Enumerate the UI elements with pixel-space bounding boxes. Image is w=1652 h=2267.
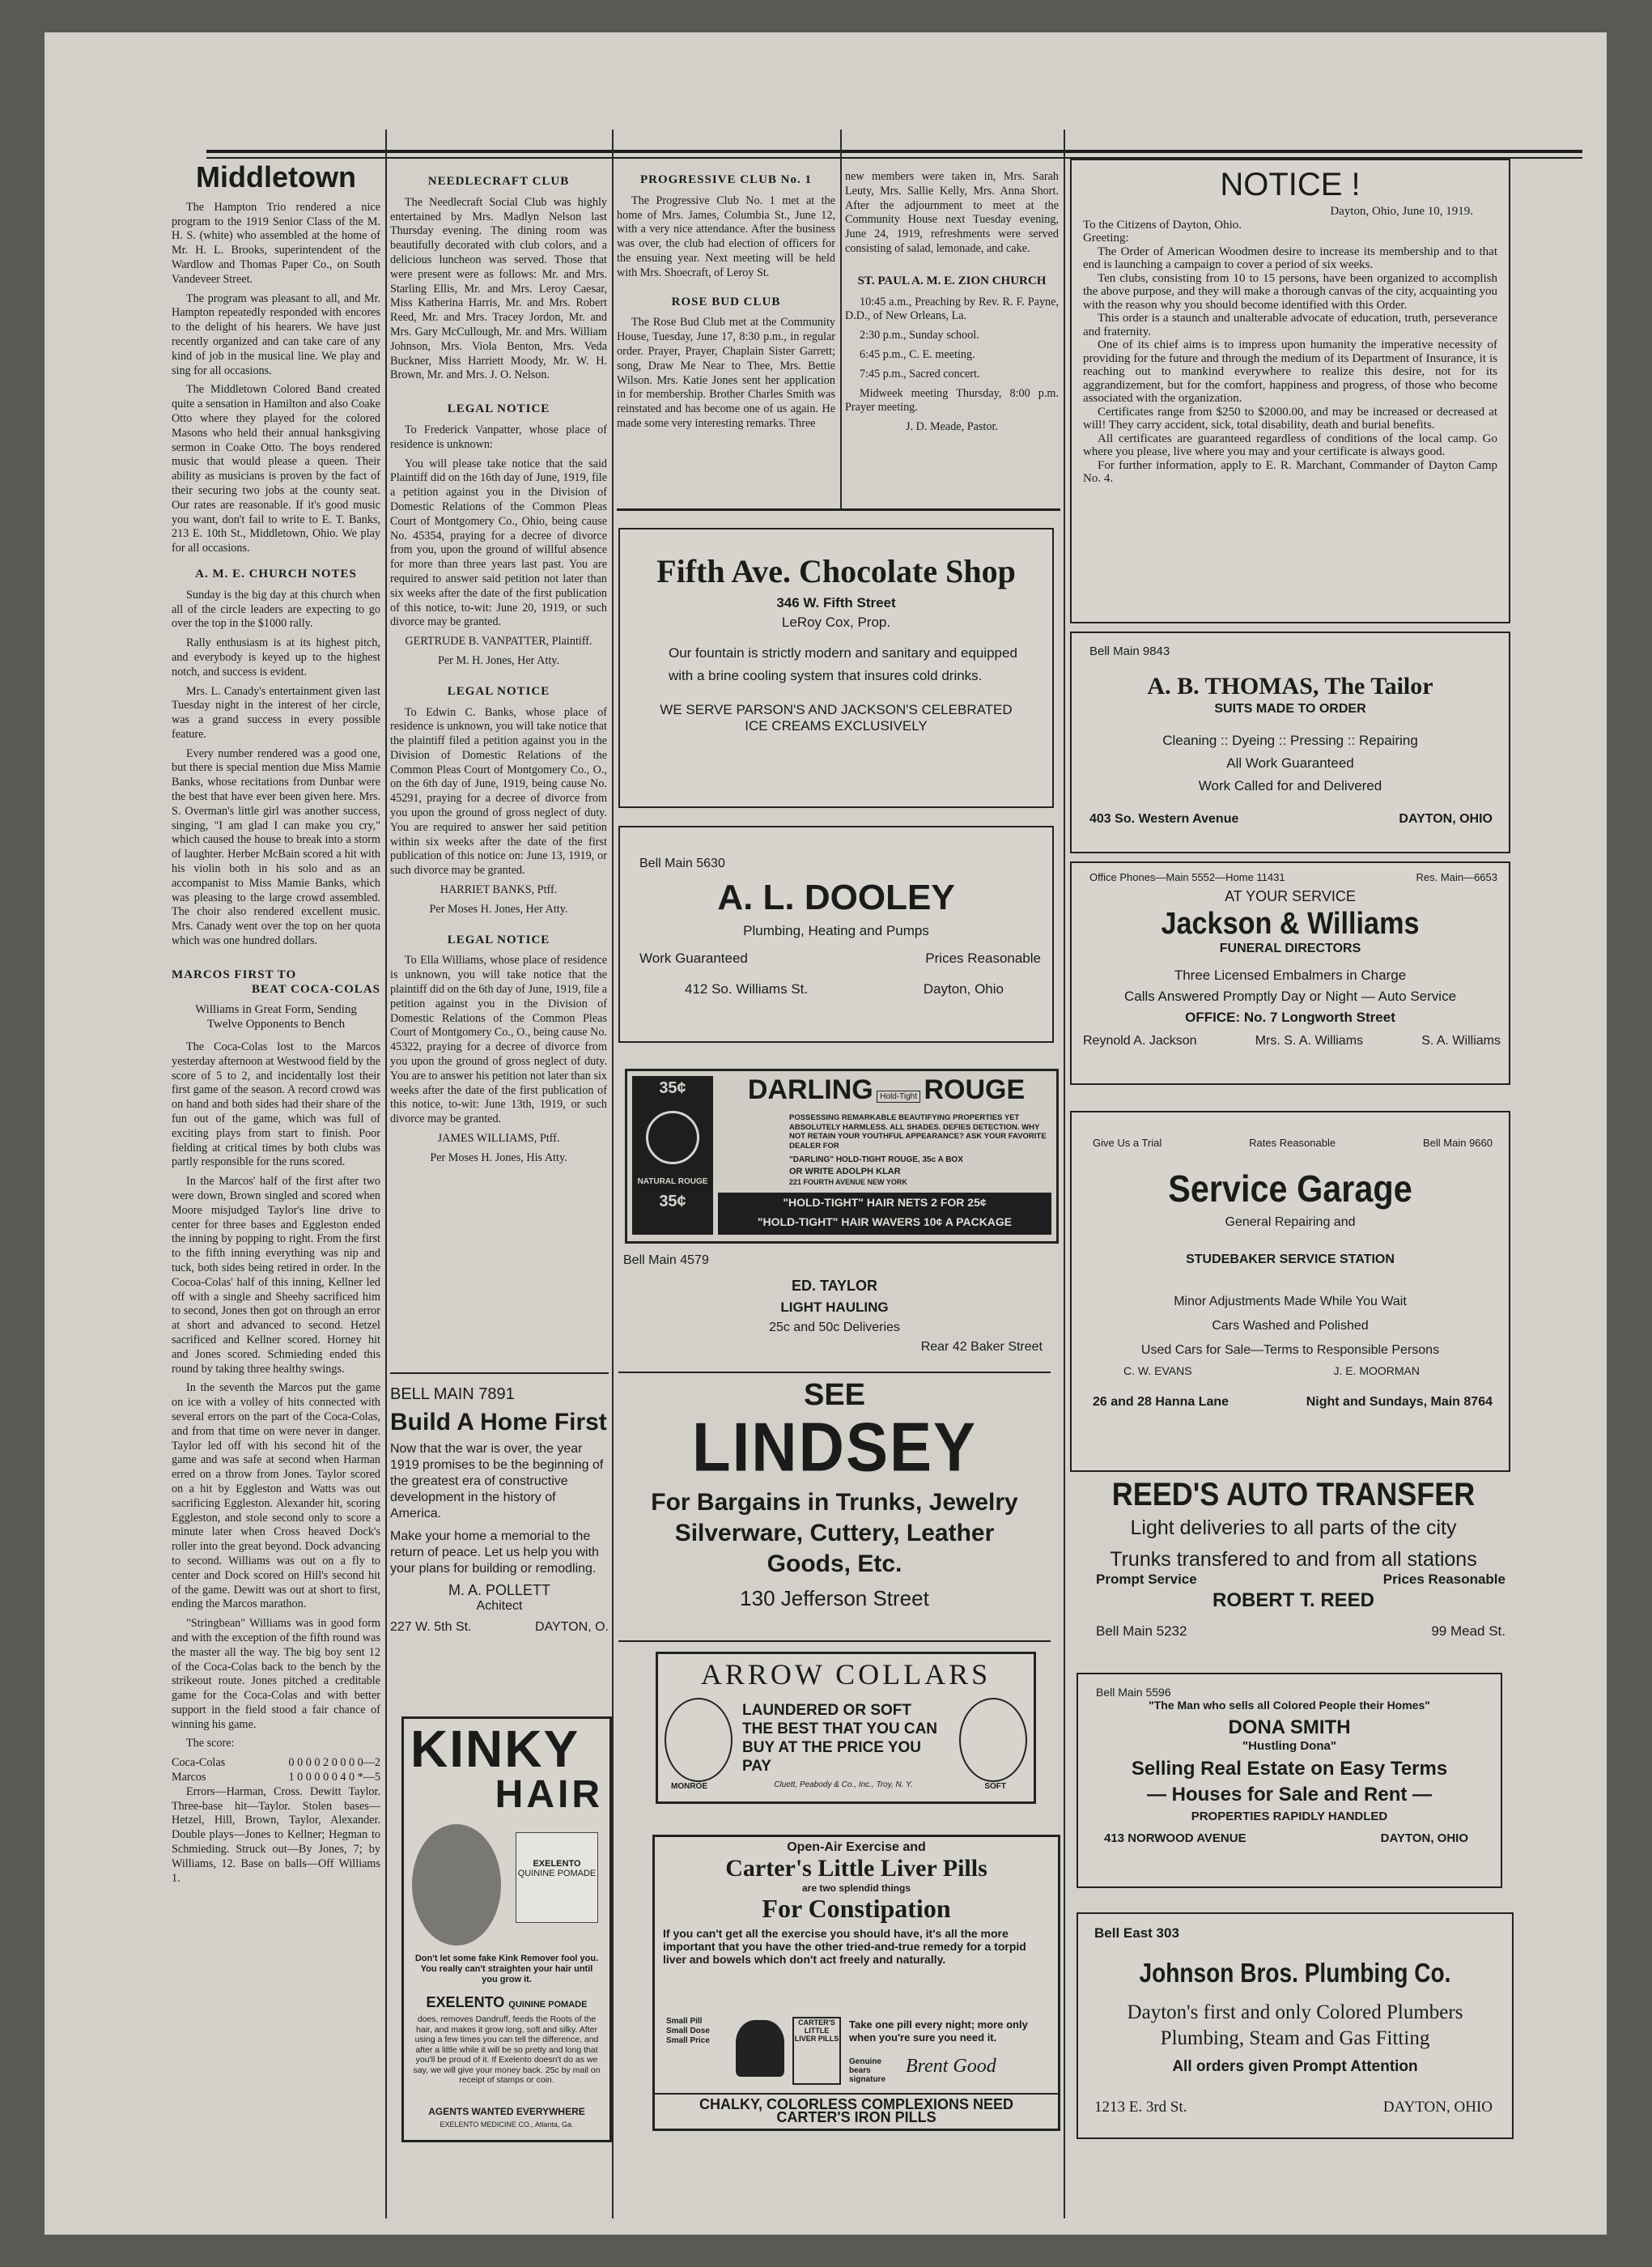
night-phone: Night and Sundays, Main 8764 [1306,1395,1493,1409]
address: 130 Jefferson Street [740,1586,929,1610]
paragraph: To Frederick Vanpatter, whose place of residence is unknown: [390,423,607,451]
ad-body: OR WRITE ADOLPH KLAR [789,1167,901,1176]
address-row [390,1620,609,1635]
paragraph: To Edwin C. Banks, whose place of residence is unknown, you will take notice that the plaintiff filed a petition against you in the Division of Domestic Relations of the Common Pleas Court of Montgomery Co., O., on the 6th day of June, 1919, being cause No. 45291, praying for a decree of divorce from you upon the ground of gross neglect of duty. You are required to answer her said petition within six weeks after the date of the first publication of this notice on: June 13, 1919, or such divorce may be granted. [390,705,607,878]
ad-heading: For Constipation [762,1894,951,1923]
ad-line: "HOLD-TIGHT" HAIR NETS 2 FOR 25¢ [783,1196,987,1209]
section-title: Middletown [196,160,356,194]
hair-nets-banner [718,1193,1051,1235]
address: 413 NORWOOD AVENUE [1104,1831,1246,1845]
pill-note: Small Pill Small Dose Small Price [666,2017,710,2045]
heading: ROSE BUD CLUB [671,295,781,308]
terms-row [1096,1572,1505,1588]
portrait-image [412,1824,501,1946]
team: Marcos [172,1771,206,1784]
ad-pollett [390,1372,609,1714]
top-rule [206,150,1582,153]
person: J. E. MOORMAN [1333,1364,1420,1377]
notice-greet: Greeting: [1083,232,1129,245]
paragraph: To Ella Williams, whose place of residence is unknown, you will take notice that the plaintiff did on the 6th day of June, 1919, file a petition against you in the Division of Domestic Relations of the Common Pleas Court of Montgomery Co., O., being cause No. 45322, praying for a decree of divorce from you upon the ground of gross neglect of duty. You are to answer his petition not later than six weeks after the date of the first publication of this notice, to-wit: June 13th, 1919, or such divorce may be granted. [390,954,607,1126]
paragraph: One of its chief aims is to impress upon humanity the imperative necessity of providing for the future and through the medium of its Department of Insurance, it is reaching out to mankind everywhere to realize this desire, not for its aggrandizement, but for the comfort, happiness and progress, of those who become associated with the organization. [1083,338,1497,405]
city: DAYTON, O. [535,1620,609,1634]
person: Reynold A. Jackson [1083,1034,1197,1048]
heading: PROGRESSIVE CLUB No. 1 [639,173,813,186]
ad-title: HAIR [495,1773,603,1816]
city: DAYTON, OHIO [1399,812,1493,826]
person: C. W. EVANS [1123,1364,1192,1377]
price: 35¢ [659,1079,686,1097]
address-row [1096,1623,1505,1640]
schedule-item: Midweek meeting Thursday, 8:00 p.m. Prayer meeting. [845,386,1059,415]
paragraph: The Rose Bud Club met at the Community House, Tuesday, June 17, 8:30 p.m., in regular order. Prayer, Prayer, Chaplain Sister Garrett; song, Draw Me Near to Thee, Mrs. Bettie Wilson. Mrs. Katie Jones sent her application in for membership. Brother Charles Smith was reinstated and has become one of us again. He made some very interesting remarks. Three [617,316,835,430]
ad-thomas-tailor [1070,632,1510,853]
ad-title: LINDSEY [691,1407,978,1487]
architect-name: M. A. POLLETT [448,1582,551,1598]
paragraph: Mrs. L. Canady's entertainment given last Tuesday night in the interest of her circle, was a grand success in every possible feature. [172,684,380,741]
paragraph: The Hampton Trio rendered a nice program to the 1919 Senior Class of the M. H. S. (white) who assembled at the home of Mr. H. L. Brooks, superintendent of the Wardlow and Thomas Paper Co., on South Vandeveer Street. [172,200,380,286]
seal-text: NATURAL ROUGE [637,1177,708,1186]
subheading: Twelve Opponents to Bench [206,1018,346,1031]
paragraph: In the Marcos' half of the first after two were down, Brown singled and scored when Moore misjudged Taylor's line drive to center for three bases and Eggleston ended the inning by popping to right. From the first to the fifth inning everything was nip and tuck, both sides being retired in order. In the Cocoa-Colas' half of this inning, Kellner led off with a single and Sheehy sacrificed him to second, Jones then got on through an error at short and advanced to second. Hetzel sacrificed and Kellner scored. Horney hit and Jones scored. Schmieding ended this round by taking three healthy swings. [172,1175,380,1376]
ad-dona-smith [1077,1673,1502,1888]
term: Prices Reasonable [925,951,1041,966]
ad-title: Johnson Bros. Plumbing Co. [1139,1958,1451,1988]
address: 227 W. 5th St. [390,1620,472,1634]
notice-to: To the Citizens of Dayton, Ohio. [1083,218,1242,232]
ad-title: ARROW COLLARS [700,1658,992,1691]
score-row [172,1771,380,1785]
ad-line: Dayton's first and only Colored Plumbers [1127,2001,1463,2023]
collar-name: MONROE [671,1782,707,1791]
ad-line: Three Licensed Embalmers in Charge [1174,968,1407,983]
header-text: Bell Main 9660 [1423,1137,1493,1149]
ad-arrow-collars [656,1652,1036,1804]
ad-line: Used Cars for Sale—Terms to Responsible Persons [1140,1343,1440,1357]
ad-body: Make your home a memorial to the return of peace. Let us help you with your plans for building or remodling. [390,1529,599,1576]
paragraph: Errors—Harman, Cross. Dewitt Taylor. Three-base hit—Taylor. Stolen bases—Hetzel, Hill, Brown, Taylor, Alexander. Double plays—Jones to Kellner; Hegman to Schmieding. Struck out—By Jones, 7; by Williams, 12. Base on balls—Off Williams 1. [172,1784,380,1885]
ad-ed-taylor [618,1245,1051,1367]
ad-reeds-auto-transfer [1077,1477,1510,1663]
subheading: Williams in Great Form, Sending [195,1003,357,1017]
address: 26 and 28 Hanna Lane [1093,1395,1229,1409]
signature: JAMES WILLIAMS, Ptff. [437,1132,560,1146]
heading: BEAT COCA-COLAS [251,982,380,996]
schedule-item: 6:45 p.m., C. E. meeting. [860,347,975,361]
paragraph: The Coca-Colas lost to the Marcos yesterday afternoon at Westwood field by the score of 5 to 2, and incidentally lost their first game of the season. A record crowd was on hand and both sides had their share of the fun out of the game, which was full of exciting plays from start to finish. Poor fielding at critical times by both clubs was partly responsible for the runs scored. [172,1040,380,1169]
ad-title: ROUGE [924,1074,1026,1105]
pill-box: CARTER'S LITTLE LIVER PILLS [792,2017,841,2085]
signature: J. D. Meade, Pastor. [906,420,998,434]
ad-dooley [618,826,1054,1043]
nickname: "Hustling Dona" [1242,1739,1336,1753]
ad-quote: "The Man who sells all Colored People their Homes" [1149,1699,1430,1712]
ad-title: A. L. DOOLEY [717,878,955,917]
paragraph: The Order of American Woodmen desire to increase its membership and to that end is launching a campaign to cover a period of six weeks. [1083,245,1497,271]
heading: NEEDLECRAFT CLUB [427,175,570,188]
ad-body: 221 FOURTH AVENUE NEW YORK [789,1178,907,1186]
phone: Bell Main 5630 [639,857,725,870]
ad-sub: SUITS MADE TO ORDER [1214,702,1366,716]
ad-line: OFFICE: No. 7 Longworth Street [1185,1010,1395,1025]
collar-icon [959,1698,1027,1782]
ad-body: does, removes Dandruff, feeds the Roots of the hair, and makes it grow long, soft and silky. After using a few times you can tell the difference, and after a little while it will be so pretty and long that you'll be proud of it. If Exelento doesn't do as we say, we will give your money back. 25c by mail on receipt of stamps or coin. [413,2014,601,2085]
phones-row [1089,871,1497,883]
agents-wanted: AGENTS WANTED EVERYWHERE [428,2106,585,2117]
ad-line: All orders given Prompt Attention [1172,2058,1418,2075]
score-row [172,1756,380,1771]
ad-title: Carter's Little Liver Pills [725,1855,987,1882]
term: Work Guaranteed [639,951,748,966]
collar-name: SOFT [984,1782,1006,1791]
paragraph: The Needlecraft Social Club was highly entertained by Mrs. Madlyn Nelson last Thursday evening. The dining room was beautifully decorated with club colors, and a delicious luncheon was served. Those that were present were as follows: Mr. and Mrs. Starling Ellis, Mr. and Mrs. Leroy Caesar, Miss Katherina Harris, Mr. and Mrs. Robert Reed, Mr. and Mrs. Tracey Jordon, Mr. and Mrs. Gary McCullough, Mr. and Mrs. William Johnson, Mrs. Viola Benton, Mrs. Veda Buckner, Miss Harriett Moody, Mr. W. H. Brown, Mr. and Mrs. J. O. Nelson. [390,195,607,382]
address: 412 So. Williams St. [685,981,809,997]
ad-title: Fifth Ave. Chocolate Shop [656,553,1016,589]
ad-line: Cleaning :: Dyeing :: Pressing :: Repairing [1162,733,1418,748]
paragraph: Rally enthusiasm is at its highest pitch, and everybody is keyed up to the highest notch, and success is evident. [172,636,380,678]
person: Mrs. S. A. Williams [1255,1034,1364,1048]
term: Prompt Service [1096,1572,1197,1587]
ad-footer: CHALKY, COLORLESS COMPLEXIONS NEED [655,2093,1058,2113]
phones: Office Phones—Main 5552—Home 11431 [1089,871,1285,883]
heading: MARCOS FIRST TO [172,968,297,981]
price: 35¢ [659,1193,686,1210]
header-row [1093,1137,1493,1149]
phone: Bell Main 4579 [623,1253,709,1267]
ad-title: A. B. THOMAS, The Tailor [1147,673,1433,700]
paragraph: Every number rendered was a good one, but there is special mention due Miss Mamie Banks, whose recitations from Dunbar were the best that have ever been given here. Mrs. S. Overman's little girl was another success, singing, "I am glad I can make you cry," which caused the house to break into a storm of laughter. Herber McBain scored a hit with his violin both in his solo and as an accompanist to Miss Mamie Banks, which was pleasing to the large crowd assembled. The choir also rendered excellent music. Mrs. Canady went over the top on her quota which was one hundred dollars. [172,746,380,948]
column-church-notes [845,170,1059,440]
heading: LEGAL NOTICE [447,684,550,698]
brand: QUININE POMADE [508,2000,588,2010]
address: Rear 42 Baker Street [920,1340,1043,1354]
paragraph: The Middletown Colored Band created quite a sensation in Hamilton and also Coake Otto where they played for the colored Masons who held their annual hanksgiving sermon in Coake Otto. The boys rendered music that would please a queen. Their ability as musicians is proven by the fact of their securing two jobs at the county seat. Our rates are reasonable. If it's good music you want, don't fail to write to E. T. Banks, 213 E. 10th St., Middletown, Ohio. We play for all occasions. [172,383,380,555]
ad-line: "HOLD-TIGHT" HAIR WAVERS 10¢ A PACKAGE [757,1215,1013,1228]
ad-tagline: Don't let some fake Kink Remover fool you. You really can't straighten your hair until you grow it. [414,1954,599,1984]
maker: Cluett, Peabody & Co., Inc., Troy, N. Y. [774,1780,913,1789]
signature: Per M. H. Jones, Her Atty. [437,653,559,667]
ad-footer: CARTER'S IRON PILLS [776,2109,936,2125]
column-clubs-legal [390,170,607,1171]
ad-body: POSSESSING REMARKABLE BEAUTIFYING PROPERTIES YET ABSOLUTELY HARMLESS. ALL SHADES. DEFIES DETECTION. WHY NOT RETAIN YOUR YOUTHFUL APPEARANCE? ASK YOUR FAVORITE DEALER FOR [789,1113,1047,1151]
ad-lindsey [618,1372,1051,1642]
address: 99 Mead St. [1431,1623,1505,1639]
ad-kinky-hair [401,1716,612,2142]
trade: Plumbing, Heating and Pumps [743,923,929,938]
header-text: Give Us a Trial [1093,1137,1162,1149]
runs: 0 0 0 0 2 0 0 0 0—2 [288,1756,380,1770]
ad-body: Our fountain is strictly modern and sanitary and equipped with a brine cooling system that insures cold drinks. [669,645,1017,683]
header-text: Rates Reasonable [1249,1137,1336,1149]
ad-title: KINKY [410,1720,580,1778]
city: Dayton, Ohio [923,981,1004,997]
brand: QUININE POMADE [517,1869,597,1878]
heading: LEGAL NOTICE [447,933,550,946]
brand-row [412,1994,601,2011]
ad-title: Service Garage [1168,1168,1412,1210]
ad-body: Now that the war is over, the year 1919 promises to be the beginning of the greatest era of constructive development in the history of America. [390,1442,604,1521]
signature: Per Moses H. Jones, His Atty. [430,1151,567,1164]
phone: Bell Main 5596 [1096,1686,1171,1699]
trade: LIGHT HAULING [780,1299,889,1315]
ad-tag: Hold-Tight [877,1091,920,1103]
seal-icon [646,1111,699,1164]
city: DAYTON, OHIO [1380,1831,1468,1845]
city: DAYTON, OHIO [1382,2099,1493,2116]
ad-body: "DARLING" HOLD-TIGHT ROUGE, 35c A BOX [789,1155,963,1164]
crow-image [736,2020,784,2077]
paragraph: The Progressive Club No. 1 met at the home of Mrs. James, Columbia St., June 12, with a very nice attendance. After the business was over, the club had election of officers for the ensuing year. Next meeting will be held with Mrs. Shoecraft, of Leroy St. [617,194,835,279]
ad-body: LAUNDERED OR SOFT THE BEST THAT YOU CAN BUY AT THE PRICE YOU PAY [742,1702,938,1775]
column-club-notes [617,170,835,436]
section-rule [617,508,1060,511]
address: 1213 E. 3rd St. [1094,2099,1187,2116]
ad-line: PROPERTIES RAPIDLY HANDLED [1191,1810,1388,1823]
ad-johnson-bros [1077,1912,1514,2139]
notice-body [1083,205,1497,486]
genuine-note: Genuine bears signature [849,2057,886,2084]
ad-title: Build A Home First [390,1409,607,1435]
brand: EXELENTO [533,1859,581,1869]
phone: Bell Main 9843 [1089,644,1170,658]
ad-see: SEE [803,1378,866,1412]
address: 403 So. Western Avenue [1089,812,1239,826]
ad-title: REED'S AUTO TRANSFER [1111,1477,1476,1512]
column-middletown [172,138,380,1891]
ad-line: — Houses for Sale and Rent — [1146,1784,1433,1806]
heading: ST. PAUL A. M. E. ZION CHURCH [857,274,1047,287]
paragraph: Ten clubs, consisting from 10 to 15 persons, have been organized to accomplish the above purpose, and they will make a thorough canvas of the city, acquainting you with the reason why you should become identified with this Order. [1083,271,1497,312]
signature: GERTRUDE B. VANPATTER, Plaintiff. [405,635,592,649]
schedule-item: 7:45 p.m., Sacred concert. [860,367,980,381]
ad-line: All Work Guaranteed [1226,755,1354,771]
ad-top: AT YOUR SERVICE [1225,888,1356,904]
address-row [1104,1831,1468,1845]
score-label: The score: [186,1737,235,1750]
ad-service-garage [1070,1111,1510,1472]
product-box [516,1832,598,1923]
signature: Per Moses H. Jones, Her Atty. [429,902,568,916]
signature: HARRIET BANKS, Ptff. [440,883,558,897]
ad-line: Trunks transfered to and from all stations [1110,1548,1477,1571]
names-row [1123,1364,1420,1377]
ad-line: Light deliveries to all parts of the city [1130,1516,1457,1539]
person: S. A. Williams [1421,1034,1501,1048]
ad-sub: FUNERAL DIRECTORS [1219,942,1361,955]
proprietor: LeRoy Cox, Prop. [781,615,891,630]
phone: Bell East 303 [1094,1925,1179,1941]
signature: Brent Good [906,2056,996,2077]
station: STUDEBAKER SERVICE STATION [1186,1253,1395,1266]
heading: A. M. E. CHURCH NOTES [195,567,357,581]
address-row [685,981,1004,997]
runs: 1 0 0 0 0 0 4 0 *—5 [288,1771,380,1784]
ad-title: ED. TAYLOR [791,1278,877,1294]
address-row [1089,812,1493,827]
phone: Bell Main 5232 [1096,1623,1187,1639]
address: 346 W. Fifth Street [776,595,896,610]
paragraph: Sunday is the big day at this church when all of the circle leaders are expecting to go over the top in the $1000 rally. [172,588,380,631]
ad-darling-rouge [625,1069,1059,1244]
ad-top: Open-Air Exercise and [787,1840,926,1854]
paragraph: "Stringbean" Williams was in good form and with the exception of the fifth round was the master all the way. The big boy sent 12 of the Coca-Colas back to the bench by the strikeout route. Jones pitched a creditable game for the Coca-Colas and with better support in the field stood a fair chance of winning his game. [172,1617,380,1731]
paragraph: Certificates range from $250 to $2000.00, and may be increased or decreased at will! They carry accident, sick, total disability, death and burial benefits. [1083,405,1497,432]
names-row [1083,1034,1501,1048]
notice-date: Dayton, Ohio, June 10, 1919. [1330,205,1473,218]
paragraph: new members were taken in, Mrs. Sarah Leuty, Mrs. Sallie Kelly, Mrs. Anna Short. After the adjournment to meet at the Community House next Tuesday evening, June 24, 1919, refreshments were served consisting of salad, lemonade, and cake. [845,170,1059,255]
ad-footer: WE SERVE PARSON'S AND JACKSON'S CELEBRATED [660,702,1013,717]
ad-body: Take one pill every night; more only when you're sure you need it. [849,2018,1028,2044]
ad-line: Calls Answered Promptly Day or Night — Auto Service [1123,989,1457,1004]
address-row [1094,2099,1493,2116]
terms-row [639,951,1041,967]
ad-line: Work Called for and Delivered [1198,778,1382,793]
ad-sub: General Repairing and [1225,1215,1356,1229]
ad-title: Jackson & Williams [1161,907,1420,941]
collar-icon [665,1698,733,1782]
ad-carters-pills [652,1835,1060,2131]
column-divider [385,130,387,2218]
ad-line: Selling Real Estate on Easy Terms [1131,1758,1448,1780]
res-phone: Res. Main—6653 [1416,871,1497,883]
ad-line: Cars Washed and Polished [1212,1319,1369,1333]
ad-line: Minor Adjustments Made While You Wait [1174,1295,1407,1308]
ad-body: If you can't get all the exercise you should have, it's all the more important that you have the other tried-and-true remedy for a torpid liver and bowels which don't act freely and naturally. [663,1927,1026,1966]
paragraph: You will please take notice that the said Plaintiff did on the 16th day of June, 1919, file a petition against you in the Division of Domestic Relations of the Common Pleas Court of Montgomery Co., Ohio, being cause No. 45354, praying for a decree of divorce from you, upon the ground of willful absence for more than three years last past. You are required to answer said petition not later than six weeks after the date of the first publication of this notice, to-wit: June 20, 1919, or such divorce may be granted. [390,457,607,629]
column-divider [840,130,842,510]
address-row [1093,1395,1493,1410]
team: Coca-Colas [172,1756,226,1770]
phone: BELL MAIN 7891 [390,1385,515,1403]
paragraph: For further information, apply to E. R. Marchant, Commander of Dayton Camp No. 4. [1083,458,1497,485]
brand: EXELENTO [426,1994,505,2010]
column-divider [1064,130,1065,2218]
ad-chocolate-shop [618,528,1054,808]
ad-footer: ICE CREAMS EXCLUSIVELY [745,718,928,734]
rates: 25c and 50c Deliveries [769,1321,900,1334]
paragraph: The program was pleasant to all, and Mr. Hampton repeatedly responded with encores to the delight of his hearers. We have just recently organized and can take care of any kind of job in the musical line. We play and sing for all occasions. [172,291,380,377]
paragraph: This order is a staunch and unalterable advocate of education, truth, perseverance and fraternity. [1083,312,1497,338]
paragraph: In the seventh the Marcos put the game on ice with a volley of hits connected with several errors on the part of the Coca-Colas, and from that time on were never in danger. Taylor led off with his second hit of the game and was safe at second when Harman erred on a throw from Jones. Taylor scored on a hit by Eggleston and Watts was out sacrificing Eggleston. Alexander hit, scoring Eggleston, and stole second only to score a minute later when Cross heaved Dock's roller into the great beyond. Dock advancing to second. Williams was out on a fly to center and Dock scored on Hill's second hit of the game. Dewitt was out at short to first, ending the Marcos marathon. [172,1381,380,1611]
paragraph: All certificates are guaranteed regardless of conditions of the local camp. Go where you please, live where you may and your certificate is always good. [1083,432,1497,458]
schedule-item: 2:30 p.m., Sunday school. [860,329,979,342]
ad-line: Plumbing, Steam and Gas Fitting [1160,2027,1430,2049]
rouge-header [723,1074,1050,1106]
company: EXELENTO MEDICINE CO., Atlanta, Ga. [440,2120,574,2129]
architect-role: Achitect [476,1599,523,1613]
column-divider [612,130,614,2218]
notice-woodmen [1070,159,1510,623]
ad-title: DONA SMITH [1228,1716,1351,1738]
schedule-item: 10:45 a.m., Preaching by Rev. R. F. Payne, D.D., of New Orleans, La. [845,295,1059,323]
ad-title: DARLING [747,1074,873,1105]
heading: LEGAL NOTICE [447,402,550,416]
rouge-box-image [632,1076,713,1235]
ad-jackson-williams [1070,861,1510,1085]
term: Prices Reasonable [1382,1572,1505,1587]
ad-mid: are two splendid things [801,1882,911,1894]
ad-body: For Bargains in Trunks, Jewelry Silverware, Cuttery, Leather Goods, Etc. [651,1489,1018,1577]
notice-title: NOTICE ! [1220,167,1361,202]
owner: ROBERT T. REED [1212,1589,1374,1611]
